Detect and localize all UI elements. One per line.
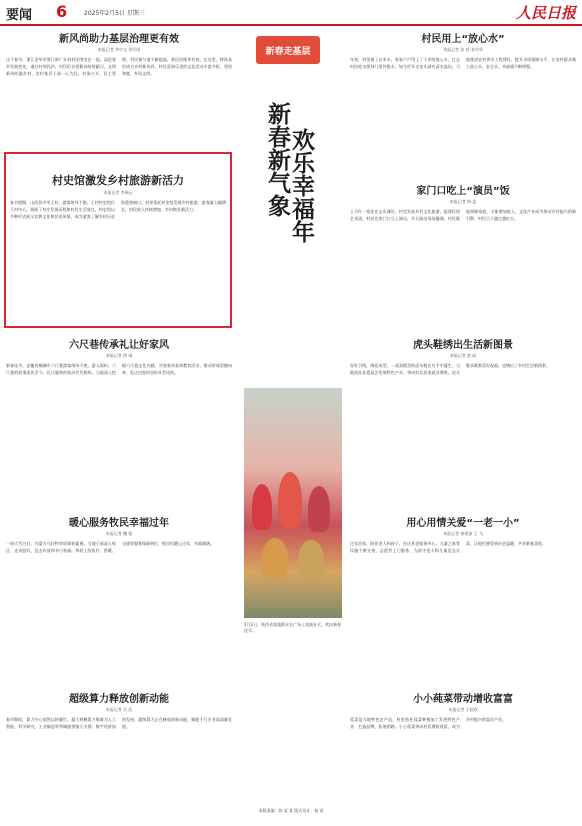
- page-number: 6: [56, 2, 68, 21]
- article-title: 村史馆激发乡村旅游新活力: [52, 174, 184, 187]
- article-body: 王月红一家住在山东潍坊，村里发展乡村文化旅游，组建民间艺术团，村民在家门口当上演员，节日演出场场爆满。村民既能照顾家庭，又能增加收入，文化产业成为带动乡村振兴的新引擎，村民日子越过越红火。: [350, 209, 576, 221]
- section-name: 要闻: [6, 8, 33, 23]
- article-byline: 本报记者 赵 政: [449, 353, 477, 358]
- article-byline: 本报记者 李中文 刘军国: [97, 47, 141, 52]
- article-body: 春节期间，算力中心依然运转繁忙。超大规模算力集群为人工智能、科学研究、工业制造等领域提供强大支撑。数字经济加快发展，超级算力正在释放创新动能，赋能千行百业高质量发展。: [6, 717, 232, 729]
- article-performers: [350, 182, 576, 328]
- article-title: 超级算力释放创新动能: [69, 694, 169, 705]
- page-header: [0, 0, 582, 26]
- article-six-foot-lane: [6, 336, 232, 506]
- article-title: 村民用上“放心水”: [421, 34, 505, 45]
- article-herders: [6, 514, 232, 684]
- article-title: 暖心服务牧民幸福过年: [69, 518, 169, 529]
- article-byline: 本报记者 李瑞元: [103, 190, 133, 195]
- article-body: 新春佳节，安徽省桐城市六尺巷游客络绎不绝，游人如织。六尺巷的故事流传至今，礼让谦和的家风代代相传。当地深入挖掘六尺巷文化内涵，开展家风家训教育活动，推动形成崇德向善、礼让包容的良好社会风尚。: [6, 363, 232, 375]
- newspaper-logo: 人民日报: [515, 4, 576, 22]
- article-title: 家门口吃上“演员”饭: [416, 186, 510, 197]
- page-footer: 本版责编：陈 某 某 版式设计：杨 某: [258, 808, 324, 813]
- article-byline: 本报记者 郁建加 王 飞: [443, 531, 483, 536]
- slogan-right: 欢乐幸福年: [288, 128, 315, 243]
- article-water: [350, 30, 576, 176]
- article-title: 六尺巷传承礼让好家风: [69, 340, 169, 351]
- photo-caption: 2月2日，陕西省某地群众在广场上表演社火，欢庆新春佳节。: [244, 622, 342, 633]
- slogan-left: 新春新气象: [264, 102, 291, 217]
- article-body: 穿针引线，绣花成型，一双双精美的虎头鞋在巧手中诞生。当地依托非遗技艺发展特色产业，带动妇女居家就业增收。虎头鞋承载着美好祝福，也绣出了乡村生活新图景。: [350, 363, 550, 375]
- performer-figure: [262, 538, 288, 578]
- article-body: 春节假期，山西晋中市王村，游客络绎不绝。王村村史馆位于村中心，展陈了村庄发展历程和村民生活变迁。村史馆以多种形式展示农耕文化和民俗风情，成为游客了解乡村历史的重要窗口。村里依托村史馆发展乡村旅游，游客量大幅增长，村民收入持续增加，乡村焕发新活力。: [10, 200, 226, 219]
- article-body: 莼菜是当地特色农产品，村里依托莼菜种植加工发展特色产业，打造品牌，拓展销路。小小莼菜带动村民增收致富，成为乡村振兴的富民产业。: [350, 717, 506, 729]
- article-village-museum: [4, 152, 232, 328]
- performer-figure: [278, 472, 302, 528]
- article-title: 小小莼菜带动增收富富: [413, 694, 513, 705]
- article-elderly-children: [350, 514, 576, 684]
- article-governance: [6, 30, 232, 150]
- article-byline: 本报记者 王政欣: [448, 707, 478, 712]
- article-title: 虎头鞋绣出生活新图景: [413, 340, 513, 351]
- article-byline: 本报记者 吴 浩: [105, 707, 133, 712]
- article-byline: 本报记者 杨 盖: [449, 199, 477, 204]
- article-computing: [6, 690, 232, 822]
- performer-figure: [308, 486, 330, 532]
- performer-figure: [252, 484, 272, 530]
- article-title: 用心用情关爱“一老一小”: [406, 518, 520, 529]
- article-body: 过年回家，陪伴老人和孩子。社区养老服务中心、儿童之家等设施不断完善，志愿者上门服务，为留守老人和儿童送去关爱，让他们感受到社会温暖，共享新春喜悦。: [350, 541, 546, 553]
- festival-stamp: 新春走基层: [256, 36, 320, 64]
- article-tiger-shoes: [350, 336, 576, 506]
- article-water-shield: [350, 690, 576, 822]
- article-body: 年初，村里通了自来水，家家户户用上了干净的放心水。过去村民吃水要到几里外挑水，如今拧开水龙头就有清水流出。当地推进农村供水工程建设，提升水质保障水平，让农村群众喝上放心水、安全水，幸福感不断增强。: [350, 57, 576, 69]
- article-title: 新风尚助力基层治理更有效: [59, 34, 179, 45]
- article-body: 这个春节，浙江金华市浙江新广社村村民围坐在一起，谈论家乡发展变化。通过村规民约，村民们自觉摒弃陈规陋习，文明新风吹遍乡村。农村基层干部一心为民，村务公开，民主管理，村民参与度不断提高，基层治理更有效。在这里，移风易俗成为乡村新风尚，村民喜闻乐见的文化活动丰富多彩，邻里和睦，乡风文明。: [6, 57, 232, 76]
- article-byline: 本报记者 张 枝 张丹华: [443, 47, 483, 52]
- issue-date: 2025年2月5日 星期三: [84, 10, 145, 17]
- article-byline: 本报记者 徐 靖: [105, 353, 133, 358]
- performer-figure: [298, 540, 324, 578]
- festival-photo: [244, 388, 342, 618]
- article-byline: 本报记者 魏 稳: [105, 531, 133, 536]
- article-body: 一场大雪过后，内蒙古乌拉特草原银装素裹。当地干部深入牧区，走访慰问，送去年货和节日祝福。草原上的医疗、供暖、交通等服务保障到位，牧民们暖心过年，幸福满满。: [6, 541, 214, 553]
